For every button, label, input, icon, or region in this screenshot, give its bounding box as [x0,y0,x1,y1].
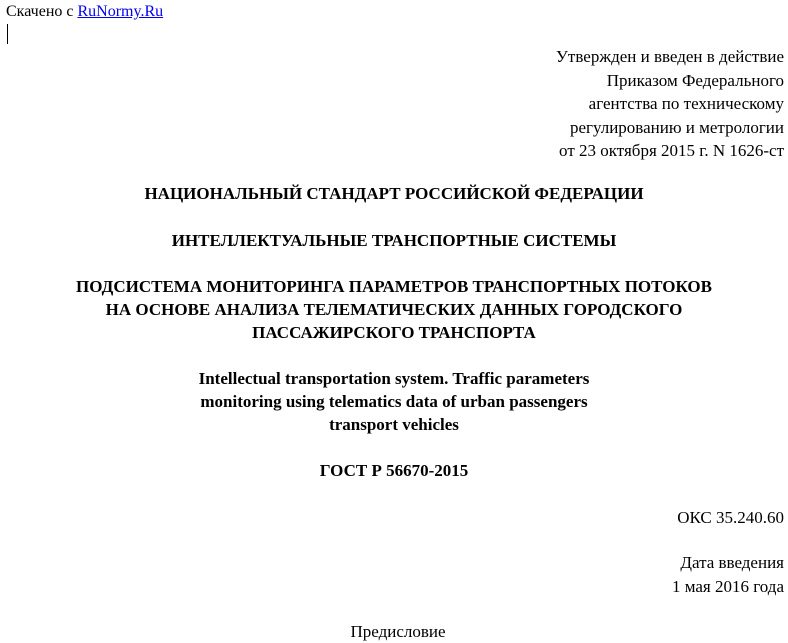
source-line [6,2,163,21]
source-link[interactable]: RuNormy.Ru [77,3,164,20]
english-title-line: monitoring using telematics data of urban passengers [200,392,588,411]
source-prefix: Скачено с [6,3,74,20]
subject-title-line: НА ОСНОВЕ АНАЛИЗА ТЕЛЕМАТИЧЕСКИХ ДАННЫХ ГОРОДСКОГО [105,300,683,319]
approval-line: Утвержден и введен в действие [555,47,784,66]
english-title [0,367,788,436]
gost-number: ГОСТ Р 56670-2015 [319,461,469,480]
standard-title: НАЦИОНАЛЬНЫЙ СТАНДАРТ РОССИЙСКОЙ ФЕДЕРАЦИИ [144,184,644,203]
subject-title [0,275,788,344]
intro-date-value: 1 мая 2016 года [671,576,784,596]
oks-code: ОКС 35.240.60 [677,508,784,527]
approval-line: агентства по техническому [588,94,784,113]
approval-block [424,45,784,163]
approval-line: Приказом Федерального [606,70,784,90]
intro-date-label: Дата введения [680,553,784,572]
subject-title-line: ПОДСИСТЕМА МОНИТОРИНГА ПАРАМЕТРОВ ТРАНСПОРТНЫХ ПОТОКОВ [76,277,712,296]
subject-title-line: ПАССАЖИРСКОГО ТРАНСПОРТА [252,323,536,342]
preface-heading: Предисловие [350,622,446,641]
text-cursor [7,24,8,44]
intro-date-block [672,551,784,598]
approval-line: регулированию и метрологии [569,117,784,137]
topic-title: ИНТЕЛЛЕКТУАЛЬНЫЕ ТРАНСПОРТНЫЕ СИСТЕМЫ [171,231,617,250]
english-title-line: Intellectual transportation system. Traffic parameters [198,369,590,388]
approval-line: от 23 октября 2015 г. N 1626-ст [559,141,784,160]
english-title-line: transport vehicles [329,415,459,434]
